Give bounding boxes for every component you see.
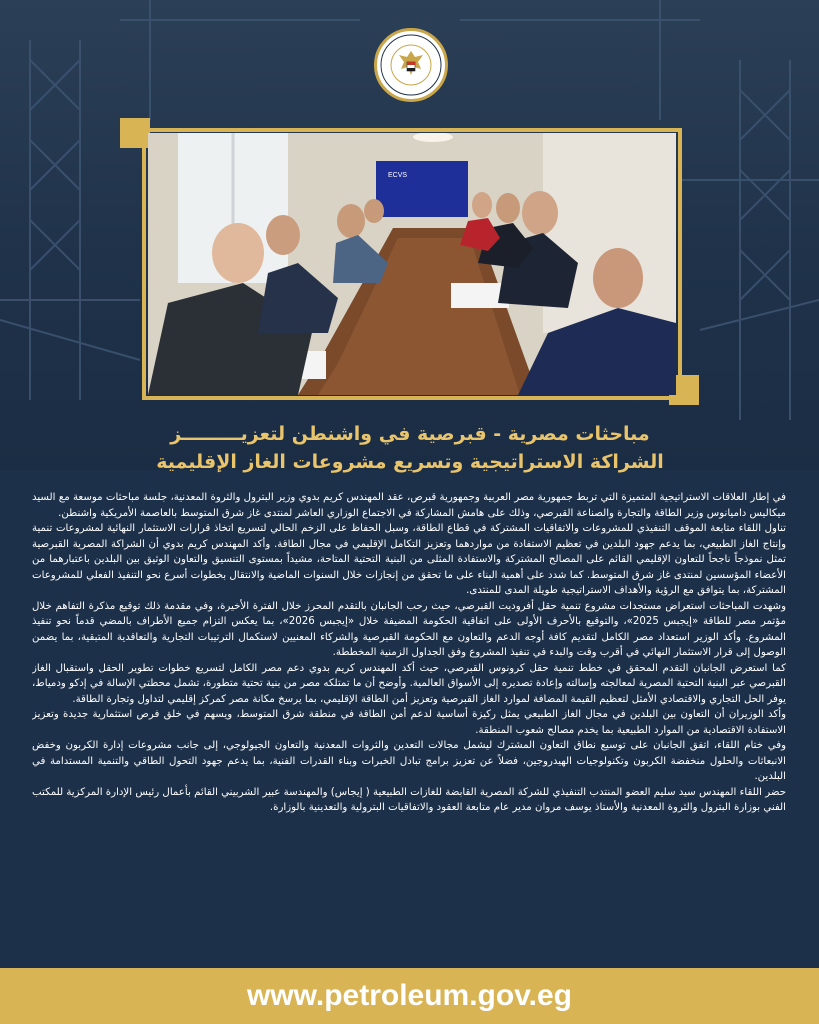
- screen-text: ECVS: [388, 172, 408, 179]
- article-paragraph: وشهدت المباحثات استعراض مستجدات مشروع تنمية حقل أفروديت القبرصي، حيث رحب الجانبان بالتقدم المحرز خلال الفترة الأخيرة، وفي مقدمة ذلك توقيع مذكرة التفاهم خلال مؤتمر مصر للطاقة «إيجبس 2025»، والتوقيع بالأحرف الأولى على اتفاقية الحكومة المضيفة خلال «إيجبس 2026»، بما يعكس التزام جميع الأطراف بالمضي قدماً نحو تنفيذ المشروع. وأكد الوزير استعداد مصر الكامل لتقديم كافة أوجه الدعم والتعاون مع الحكومة القبرصية والشركاء المعنيين لاستكمال الترتيبات التجارية والتعاقدية المتبقية، بما يضمن الوصول إلى قرار الاستثمار النهائي في أقرب وقت والبدء في تنفيذ المشروع وفق الجداول الزمنية المخططة.: [32, 600, 786, 658]
- headline: [60, 420, 760, 476]
- footer-bar: [0, 968, 819, 1024]
- headline-line-2: الشراكة الاستراتيجية وتسريع مشروعات الغاز الإقليمية: [156, 451, 664, 473]
- ministry-logo: [374, 28, 448, 102]
- website-link[interactable]: www.petroleum.gov.eg: [246, 979, 573, 1012]
- article-paragraph: وفي ختام اللقاء، اتفق الجانبان على توسيع نطاق التعاون المشترك ليشمل مجالات التعدين والثروات المعدنية والتعاون الجيولوجي، إلى جانب مشروعات إدارة الكربون وخفض الانبعاثات والحلول منخفضة الكربون وتكنولوجيات الهيدروجين، فضلاً عن تعزيز برامج تبادل الخبرات وبناء القدرات الفنية، بما يدعم جهود التحول الطاقي والتنمية المستدامة في البلدين.: [32, 740, 786, 782]
- article-paragraph: وأكد الوزيران أن التعاون بين البلدين في مجال الغاز الطبيعي يمثل ركيزة أساسية لدعم أمن الطاقة في منطقة شرق المتوسط، ويسهم في خلق فرص استثمارية جديدة وتعزيز الاستفادة الاقتصادية من الموارد الطبيعية بما يخدم مصالح شعوب المنطقة.: [32, 709, 786, 736]
- article-paragraph: حضر اللقاء المهندس سيد سليم العضو المنتدب التنفيذي للشركة المصرية القابضة للغازات الطبيعية ( إيجاس) والمهندسة عبير الشربيني القائم بأعمال رئيس الإدارة المركزية للمكتب الفني بوزارة البترول والثروة المعدنية والأستاذ يوسف مروان مدير عام متابعة العقود والاتفاقيات البترولية والتعدينية بالوزارة.: [32, 786, 786, 813]
- article-paragraph: كما استعرض الجانبان التقدم المحقق في خطط تنمية حقل كرونوس القبرصي، حيث أكد المهندس كريم بدوي دعم مصر الكامل لتسريع خطوات تطوير الحقل واستقبال الغاز القبرصي عبر البنية التحتية المصرية لمعالجته وإسالته وإعادة تصديره إلى الأسواق العالمية. وأوضح أن ما تمتلكه مصر من بنية تحتية متطورة، تشمل محطتي الإسالة في إدكو ودمياط، يوفر الحل التجاري والاقتصادي الأمثل لتعظيم القيمة المضافة لموارد الغاز القبرصية وتعزيز أمن الطاقة الإقليمي، بما يرسخ مكانة مصر كمركز إقليمي لتداول وتجارة الطاقة.: [32, 662, 786, 705]
- article-paragraph: في إطار العلاقات الاستراتيجية المتميزة التي تربط جمهورية مصر العربية وجمهورية قبرص، عقد المهندس كريم بدوي وزير البترول والثروة المعدنية، جلسة مباحثات موسعة مع السيد ميكاليس داميانوس وزير الطاقة والتجارة والصناعة القبرصي، وذلك على هامش المشاركة في الاجتماع الوزاري العاشر لمنتدى غاز شرق المتوسط بالعاصمة الأمريكية واشنطن.: [32, 492, 786, 519]
- headline-line-1: مباحثات مصرية - قبرصية في واشنطن لتعزيـــــــــز: [170, 423, 650, 445]
- frame-corner-top-left: [120, 118, 150, 148]
- egypt-eagle-emblem-icon: [377, 31, 445, 99]
- meeting-photo: [148, 133, 676, 395]
- article-paragraph: تناول اللقاء متابعة الموقف التنفيذي للمشروعات والاتفاقيات المشتركة في قطاع الطاقة، وسبل الحفاظ على الزخم الحالي لتسريع اتخاذ قرارات الاستثمار النهائية لمشروعات تنمية وإنتاج الغاز الطبيعي، بما يدعم جهود البلدين في تعظيم الاستفادة من مواردهما وتعزيز التكامل الإقليمي في مجال الطاقة. وأكد المهندس كريم بدوي أن الشراكة المصرية القبرصية تمثل نموذجاً ناجحاً للتعاون الإقليمي القائم على المصالح المشتركة والاستفادة المثلى من البنية التحتية المتاحة، مشيداً بمستوى التنسيق والتعاون الوثيق بين البلدين باعتبارهما من الأعضاء المؤسسين لمنتدى غاز شرق المتوسط. كما شدد على أهمية البناء على ما تحقق من إنجازات خلال السنوات الماضية والانتقال بخطوات أسرع نحو التنفيذ الفعلي للمشروعات المشتركة، بما يتوافق مع الرؤية والأهداف الاستراتيجية طويلة المدى للمنتدى.: [32, 523, 786, 596]
- article-body: [32, 490, 786, 960]
